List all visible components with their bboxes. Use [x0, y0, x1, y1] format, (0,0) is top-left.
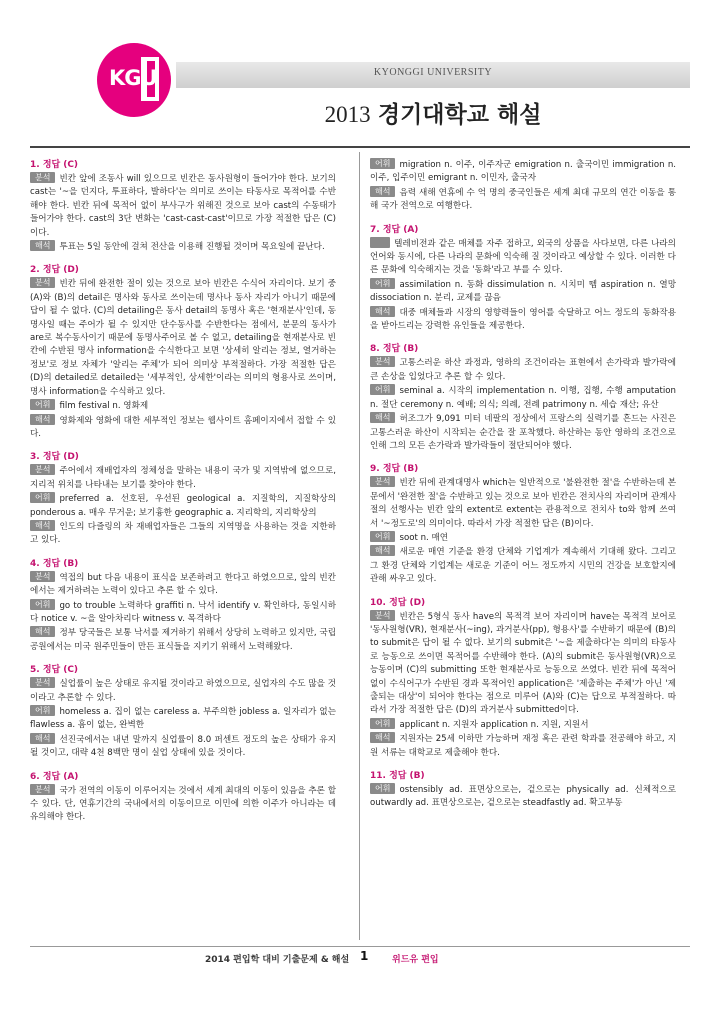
explanation-row [30, 399, 336, 413]
explanation-row [370, 237, 676, 278]
explanation-text: 영화제와 영화에 대한 세부적인 정보는 웹사이트 홈페이지에서 접할 수 있다. [30, 415, 336, 439]
answer-choice: (C) [63, 160, 79, 170]
question-answer-heading [370, 769, 676, 783]
explanation-row [30, 571, 336, 599]
section-tag: 분석 [30, 677, 55, 688]
question-block [30, 450, 336, 547]
explanation-row [30, 626, 336, 654]
explanation-text: 빈칸 앞에 조동사 will 있으므로 빈칸은 동사원형이 들어가야 한다. 보기의 cast는 '~을 던지다, 투표하다, 발하다'는 의미로 쓰이는 타동사로 목적어를 수반해야 한다. 빈칸 뒤에 목적어 없이 부사구가 위해진 것으로 보아 cast의 수동태가 들어가야 한다. cast의 3단 변화는 'cast-cast-cast'이므로 가장 적절한 답은 (C)이다. [30, 174, 336, 238]
explanation-text: go to trouble 노력하다 graffiti n. 낙서 identify v. 확인하다, 동일시하다 notice v. ~을 알아차리다 witness v. 목격하다 [30, 600, 336, 624]
explanation-text: migration n. 이주, 이주자군 emigration n. 출국이민 immigration n. 이주, 입주이민 emigrant n. 이민자, 출국자 [370, 160, 676, 184]
explanation-text: applicant n. 지원자 application n. 지원, 지원서 [399, 719, 589, 730]
question-number: 8. 정답 [370, 344, 401, 355]
explanation-row [370, 476, 676, 531]
explanation-text: 투표는 5일 동안에 걸쳐 전산을 이용해 진행될 것이며 목요일에 끝난다. [59, 242, 325, 253]
question-block [30, 770, 336, 825]
question-number: 5. 정답 [30, 665, 61, 676]
section-tag: 어휘 [30, 599, 55, 610]
explanation-text: preferred a. 선호된, 우선된 geological a. 지질학의, 지질학상의 ponderous a. 매우 무거운; 보기흉한 geographic a. 지리학의, 지리학상의 [30, 494, 336, 518]
section-tag: 어휘 [30, 705, 55, 716]
explanation-row [370, 278, 676, 306]
explanation-row [370, 306, 676, 334]
section-tag: 분석 [370, 356, 395, 367]
question-number: 7. 정답 [370, 224, 401, 235]
question-number: 10. 정답 [370, 597, 407, 608]
section-tag: 어휘 [370, 783, 395, 794]
answer-choice: (A) [63, 771, 79, 782]
footer-book-title: 2014 편입학 대비 기출문제 & 해설 [205, 955, 350, 965]
section-tag: 해석 [30, 626, 55, 637]
column-divider [359, 152, 360, 940]
question-block [370, 769, 676, 811]
answer-choice: (D) [63, 452, 79, 463]
explanation-row [30, 240, 336, 254]
section-tag: 해석 [370, 306, 395, 317]
explanation-text: 빈칸 뒤에 완전한 절이 있는 것으로 보아 빈칸은 수식어 자리이다. 보기 중 (A)와 (B)의 detail은 명사와 동사로 쓰이는데 명사나 동사 자리가 아니기 때문에 답이 될 수 없다. (C)의 detailing은 동사 detail의 동명사 혹은 '현재분사'인데, 동명사일 때는 주어가 될 수 있지만 단수동사를 수반한다는 점에서, 분문의 동사가 are로 복수동사이기 때문에 동명사주어로 볼 수 없고, detailing을 현재분사로 빈칸에 수반된 명사 information을 수식한다고 보면 '상세히 알리는 정보, 열거하는 정보'로 정보 자체가 '알리는 주체'가 되어 의미상 부적절하다. 가장 적절한 답은 (D)의 detailed로 detailed는 '세부적인, 상세한'이라는 의미의 형용사로 쓰이며, 명사 information을 수식하고 있다. [30, 279, 336, 397]
explanation-text: 음력 새해 연휴에 수 억 명의 중국인들은 세계 최대 규모의 연간 이동을 통해 국가 전역으로 여행한다. [370, 187, 676, 212]
answer-choice: (B) [63, 558, 79, 569]
question-number: 4. 정답 [30, 558, 61, 569]
question-answer-heading [30, 450, 336, 464]
question-block [370, 223, 676, 334]
question-number: 9. 정답 [370, 464, 401, 475]
explanation-row [370, 356, 676, 384]
university-name: KYONGGI UNIVERSITY [373, 67, 493, 78]
question-answer-heading [30, 770, 336, 784]
question-block [370, 596, 676, 760]
section-tag: 어휘 [370, 718, 395, 729]
page-header [0, 0, 720, 150]
explanation-text: 빈칸은 5형식 동사 have의 목적격 보어 자리이며 have는 목적격 보어로 '동사원형(VR), 현재분사(~ing), 과거분사(pp), 형용사'를 수반하기 때문에 (B)의 to submit은 답이 될 수 없다. 보기의 submit은 '~을 제출하다'는 의미의 타동사로 능동으로 쓰이면 목적어를 수반해야 한다. (A)의 submit은 동사원형(VR)으로 능동이며 (C)의 submitting 또한 현재분사로 능동으로 쓰였다. 빈칸 뒤에 목적어 없이 수식어구가 수반된 경과 목적어인 application은 '제출하는 주체'가 아닌 '제출되는 대상'이 되어야 한다는 점으로 미루어 (A)와 (C)는 답으로 부적절하다. 따라서 가장 적절한 답은 (D)의 과거분사 submitted이다. [370, 611, 676, 716]
section-tag: 해석 [370, 412, 395, 423]
question-block [370, 342, 676, 453]
explanation-row [30, 784, 336, 825]
answer-choice: (B) [403, 464, 419, 475]
explanation-text: 국가 전역의 이동이 이루어지는 것에서 세계 최대의 이동이 있음을 추론 할 수 있다. 단, 연휴기간의 국내에서의 이동이므로 이민에 의한 이주가 아니라는 데 유의해야 한다. [30, 785, 336, 823]
section-tag: 분석 [30, 784, 55, 795]
explanation-row [30, 599, 336, 627]
explanation-text: film festival n. 영화제 [59, 401, 149, 412]
question-answer-heading [370, 223, 676, 237]
title-year: 2013 [324, 102, 371, 127]
explanation-row [370, 610, 676, 718]
explanation-text: 역접의 but 다음 내용이 표식을 보존하려고 한다고 하였으므로, 앞의 빈칸에서는 제거하려는 노력이 있다고 추론 할 수 있다. [30, 572, 336, 597]
question-number: 2. 정답 [30, 265, 61, 276]
section-tag: 어휘 [370, 158, 395, 169]
page-footer [30, 946, 690, 966]
explanation-text: 허조그가 9,091 미터 네팔의 정상에서 프랑스의 실력기를 흔드는 사진은 고통스러운 하산이 시작되는 순간을 잘 포착했다. 하산하는 동안 영하의 조건으로 인해 그의 모든 손가락과 발가락들이 절단되어야 했다. [370, 414, 676, 451]
explanation-text: 새로운 매연 기준을 환경 단체와 기업계가 계속해서 기대해 왔다. 그리고 그 환경 단체와 기업계는 새로운 기준이 어느 정도까지 시민의 건강을 보호할지에 관해 싸우고 있다. [370, 547, 676, 585]
section-tag: 어휘 [30, 492, 55, 503]
question-block [30, 557, 336, 654]
kgu-logo [97, 43, 171, 117]
explanation-row [370, 783, 676, 811]
logo-text: KGU [109, 66, 157, 90]
explanation-row [30, 677, 336, 705]
question-number: 3. 정답 [30, 452, 61, 463]
section-tag: 분석 [30, 172, 55, 183]
explanation-text: ostensibly ad. 표면상으로는, 겉으로는 physically ad. 신체적으로 outwardly ad. 표면상으로는, 겉으로는 steadfastly ad. 확고부동 [370, 785, 676, 809]
explanation-row [370, 531, 676, 545]
explanation-text: 주어에서 재배업자의 정체성을 말하는 내용이 국가 및 지역밖에 없으므로, 지리적 위치를 나타내는 보기를 찾아야 한다. [30, 466, 336, 490]
explanation-row [370, 412, 676, 453]
section-tag: 분석 [30, 464, 55, 475]
header-rule [30, 146, 690, 148]
section-tag: 해석 [370, 186, 395, 197]
section-tag: 해석 [370, 545, 395, 556]
section-tag: 분석 [370, 476, 395, 487]
explanation-text: 선진국에서는 내년 말까지 실업률이 8.0 퍼센트 정도의 높은 상태가 유지될 것이고, 대략 4천 8백만 명이 실업 상태에 있을 것이다. [30, 734, 336, 759]
door-icon [141, 57, 159, 101]
explanation-row [30, 277, 336, 399]
section-tag: 어휘 [30, 399, 55, 410]
explanation-row [370, 732, 676, 760]
question-answer-heading [30, 663, 336, 677]
explanation-text: 대중 매체들과 시장의 영향력들이 영어를 숙달하고 어느 정도의 동화작용을 받아드리는 강력한 유인들을 제공한다. [370, 307, 676, 332]
explanation-text: 인도의 다즐링의 차 재배업자들은 그들의 지역명을 사용하는 것을 지한하고 있다. [30, 521, 336, 546]
section-tag: 해석 [370, 732, 395, 743]
right-column [370, 158, 676, 820]
explanation-row [30, 520, 336, 548]
section-tag: 해석 [30, 240, 55, 251]
section-tag: 분석 [370, 610, 395, 621]
answer-choice: (D) [409, 597, 426, 608]
answer-choice: (A) [403, 224, 419, 235]
explanation-row [370, 158, 676, 186]
explanation-row [370, 545, 676, 586]
question-block [30, 263, 336, 441]
answer-choice: (B) [409, 771, 425, 782]
section-tag: 해석 [30, 520, 55, 531]
question-answer-heading [30, 557, 336, 571]
explanation-row [30, 464, 336, 492]
question-answer-heading [30, 158, 336, 172]
explanation-row [370, 718, 676, 732]
left-column [30, 158, 336, 834]
explanation-text: 고통스러운 하산 과정과, 영하의 조건이라는 표현에서 손가락과 발가락에 큰 손상을 입었다고 추론 할 수 있다. [370, 358, 676, 382]
section-tag: 어휘 [370, 384, 395, 395]
question-block [30, 663, 336, 760]
explanation-row [370, 384, 676, 412]
page-title [176, 96, 690, 129]
explanation-text: homeless a. 집이 없는 careless a. 부주의한 jobless a. 일자리가 없는 flawless a. 흠이 없는, 완벽한 [30, 707, 336, 731]
footer-publisher: 위드유 편입 [392, 955, 439, 965]
explanation-row [370, 186, 676, 214]
question-answer-heading [370, 462, 676, 476]
explanation-row [30, 414, 336, 442]
question-block [370, 158, 676, 214]
title-name: 경기대학교 해설 [377, 102, 542, 128]
explanation-row [30, 492, 336, 520]
explanation-text: seminal a. 시작의 implementation n. 이행, 집행, 수행 amputation n. 절단 ceremony n. 예배; 의식; 의례, 전례 patrimony n. 세습 재산; 유산 [370, 386, 676, 410]
explanation-text: 정부 당국들은 보통 낙서를 제거하기 위해서 상당히 노력하고 있지만, 국립공원에서는 미국 원주민들이 만든 표식들을 지키기 위해서 노력해왔다. [30, 628, 336, 652]
question-answer-heading [370, 342, 676, 356]
question-answer-heading [370, 596, 676, 610]
section-tag: 어휘 [370, 278, 395, 289]
explanation-text: 빈칸 뒤에 관계대명사 which는 일반적으로 '불완전한 절'을 수반하는데 본문에서 '완전한 절'을 수반하고 있는 것으로 보아 빈칸은 전치사의 자리이며 관계사절의 선행사는 빈칸 앞의 extent로 extent는 관용적으로 전치사 to와 함께 쓰여서 '~정도로'의 의미이다. 따라서 가장 적절한 답은 (B)이다. [370, 478, 676, 529]
explanation-text: 텔레비전과 같은 매체를 자주 접하고, 외국의 상품을 사다보면, 다른 나라의 언어와 동시에, 다른 나라의 문화에 익숙해 질 것이라고 예상할 수 있다. 이러한 다른 문화에 익숙해지는 것을 '동화'라고 부를 수 있다. [370, 238, 676, 276]
explanation-text: soot n. 매연 [399, 532, 449, 543]
explanation-row [30, 733, 336, 761]
section-tag: 어휘 [370, 531, 395, 542]
section-tag: 분석 [30, 571, 55, 582]
explanation-text: 지원자는 25세 이하만 가능하며 재정 혹은 관련 학과를 전공해야 하고, 지원 서류는 대학교로 제출해야 한다. [370, 734, 676, 758]
section-tag: 해석 [30, 414, 55, 425]
explanation-row [30, 172, 336, 240]
question-number: 1. 정답 [30, 160, 61, 170]
header-band [176, 62, 690, 88]
question-number: 6. 정답 [30, 771, 61, 782]
explanation-text: assimilation n. 동화 dissimulation n. 시치미 뗌 aspiration n. 열망 dissociation n. 분리, 교제를 끊음 [370, 279, 676, 304]
section-tag: 해석 [30, 733, 55, 744]
page-number: 1 [360, 949, 369, 963]
section-tag [370, 237, 390, 248]
explanation-text: 실업률이 높은 상태로 유지될 것이라고 하였으므로, 실업자의 수도 많을 것이라고 추론할 수 있다. [30, 679, 336, 703]
answer-choice: (D) [63, 265, 79, 276]
question-answer-heading [30, 263, 336, 277]
question-block [370, 462, 676, 586]
section-tag: 분석 [30, 277, 55, 288]
question-block [30, 158, 336, 254]
answer-choice: (C) [63, 665, 79, 676]
answer-choice: (B) [403, 344, 419, 355]
explanation-row [30, 705, 336, 733]
question-number: 11. 정답 [370, 771, 407, 782]
